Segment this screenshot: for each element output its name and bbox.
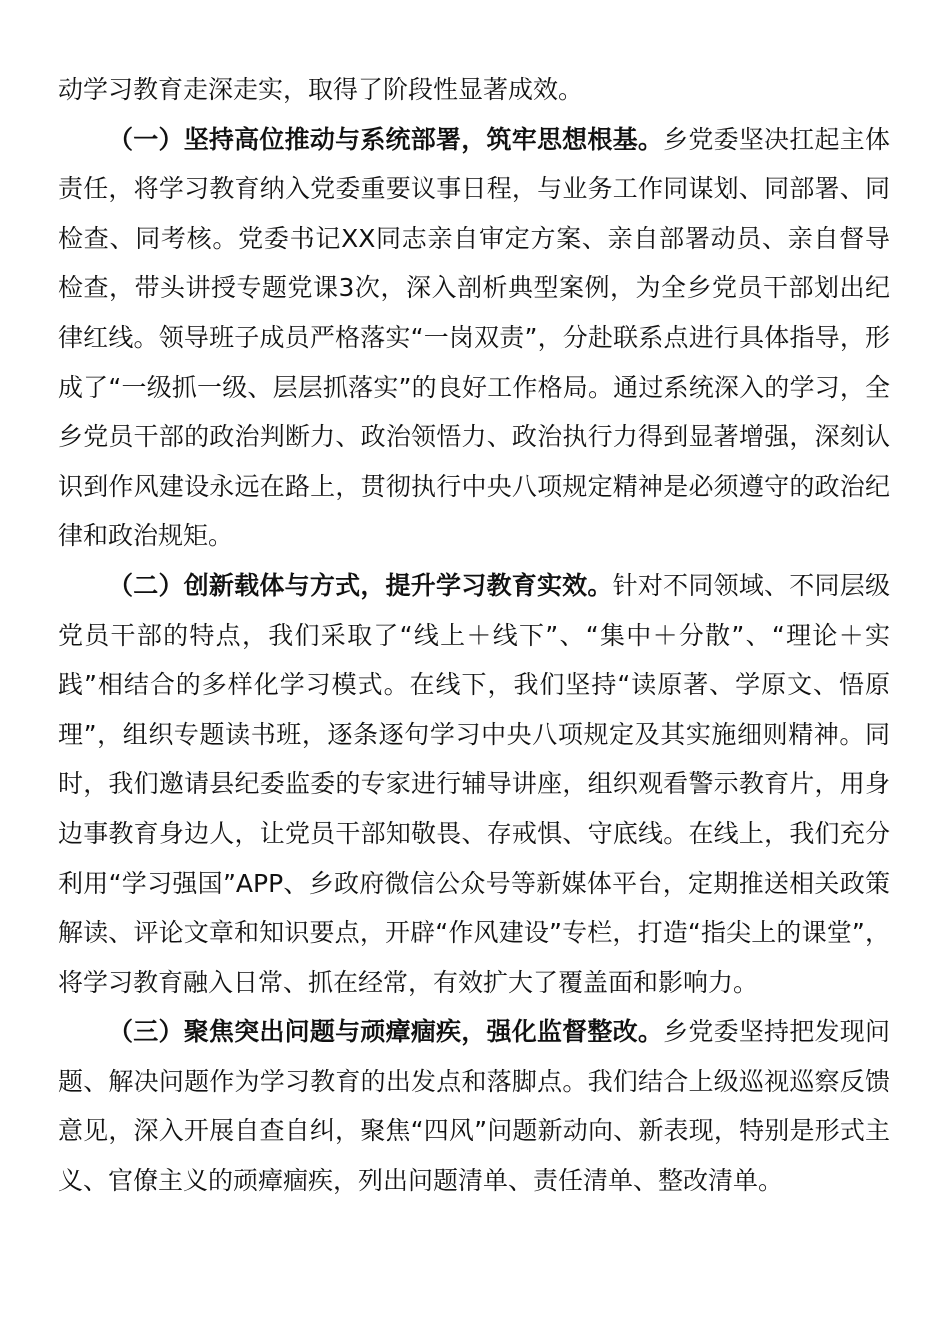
section-2-paragraph	[58, 561, 890, 1007]
section-3-body: 乡党委坚持把发现问题、解决问题作为学习教育的出发点和落脚点。我们结合上级巡视巡察反馈意见，深入开展自查自纠，聚焦“四风”问题新动向、新表现，特别是形式主义、官僚主义的顽瘴痼疾，列出问题清单、责任清单、整改清单。	[58, 1017, 890, 1196]
intro-paragraph: 动学习教育走深走实，取得了阶段性显著成效。	[58, 75, 584, 104]
section-2-heading: （二）创新载体与方式，提升学习教育实效。	[108, 570, 613, 600]
document-page	[58, 65, 890, 1206]
section-2-body: 针对不同领域、不同层级党员干部的特点，我们采取了“线上＋线下”、“集中＋分散”、“理论＋实践”相结合的多样化学习模式。在线下，我们坚持“读原著、学原文、悟原理”，组织专题读书班，逐条逐句学习中央八项规定及其实施细则精神。同时，我们邀请县纪委监委的专家进行辅导讲座，组织观看警示教育片，用身边事教育身边人，让党员干部知敬畏、存戒惧、守底线。在线上，我们充分利用“学习强国”APP、乡政府微信公众号等新媒体平台，定期推送相关政策解读、评论文章和知识要点，开辟“作风建设”专栏，打造“指尖上的课堂”，将学习教育融入日常、抓在经常，有效扩大了覆盖面和影响力。	[58, 570, 890, 997]
section-3-heading: （三）聚焦突出问题与顽瘴痼疾，强化监督整改。	[108, 1017, 664, 1047]
section-3-paragraph	[58, 1007, 890, 1205]
section-1-heading: （一）坚持高位推动与系统部署，筑牢思想根基。	[108, 124, 664, 154]
section-1-body: 乡党委坚决扛起主体责任，将学习教育纳入党委重要议事日程，与业务工作同谋划、同部署、同检查、同考核。党委书记XX同志亲自审定方案、亲自部署动员、亲自督导检查，带头讲授专题党课3次，深入剖析典型案例，为全乡党员干部划出纪律红线。领导班子成员严格落实“一岗双责”，分赴联系点进行具体指导，形成了“一级抓一级、层层抓落实”的良好工作格局。通过系统深入的学习，全乡党员干部的政治判断力、政治领悟力、政治执行力得到显著增强，深刻认识到作风建设永远在路上，贯彻执行中央八项规定精神是必须遵守的政治纪律和政治规矩。	[58, 124, 890, 551]
section-1-paragraph	[58, 115, 890, 561]
